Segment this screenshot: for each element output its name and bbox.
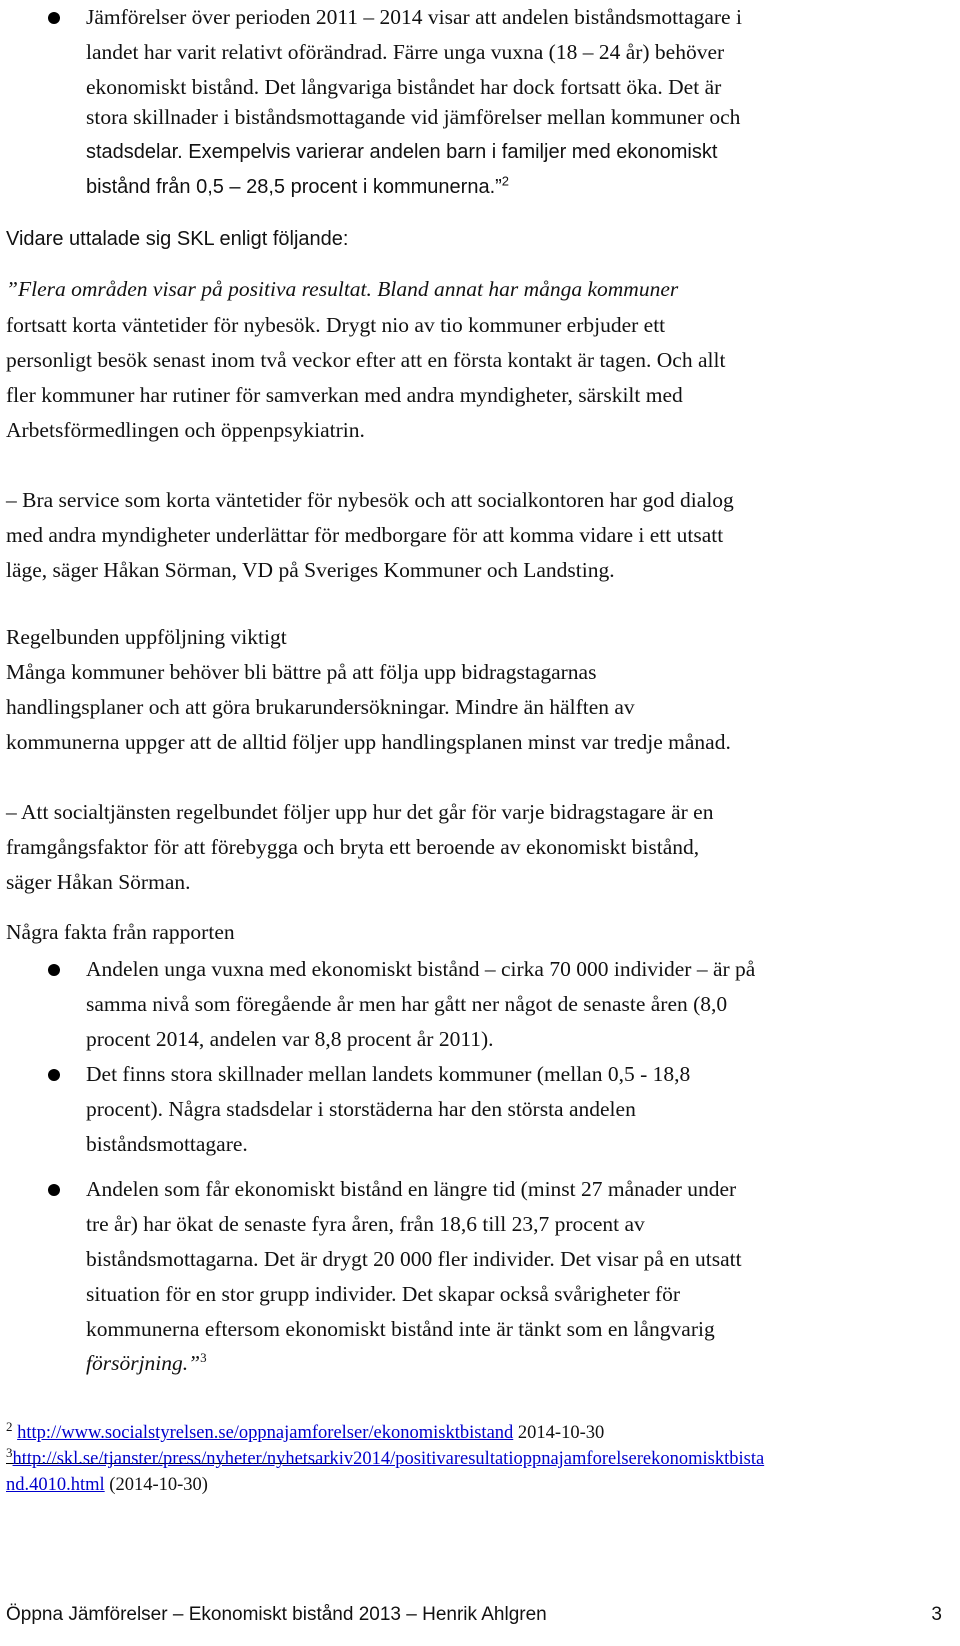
fact-3-bullet [48,1184,60,1196]
subheading: Regelbunden uppföljning viktigt [6,625,287,649]
fact-3-line-2: tre år) har ökat de senaste fyra åren, från 18,6 till 23,7 procent av [86,1212,645,1236]
footnote-ref-3[interactable]: 3 [200,1349,207,1365]
footnote-2-number: 2 [6,1418,13,1434]
footnote-2-date: 2014-10-30 [513,1423,605,1443]
footnote-2-link[interactable]: http://www.socialstyrelsen.se/oppnajamforelser/ekonomisktbistand [17,1423,514,1443]
footnote-3-link-part-2[interactable]: nd.4010.html [6,1475,105,1495]
fact-1-line-1: Andelen unga vuxna med ekonomiskt bistånd – cirka 70 000 individer – är på [86,957,756,981]
fact-1-line-3: procent 2014, andelen var 8,8 procent år 2011). [86,1027,494,1051]
footer-text: Öppna Jämförelser – Ekonomiskt bistånd 2013 – Henrik Ahlgren [6,1604,547,1625]
followup-line-2: handlingsplaner och att göra brukarundersökningar. Mindre än hälften av [6,695,635,719]
fact-2-line-2: procent). Några stadsdelar i storstäderna har den största andelen [86,1097,636,1121]
footnote-2 [6,1420,946,1446]
service-line-3: läge, säger Håkan Sörman, VD på Sveriges Kommuner och Landsting. [6,558,615,582]
page-footer [6,1600,942,1630]
top-bullet-line-6-text: bistånd från 0,5 – 28,5 procent i kommunerna.” [86,176,502,198]
service-line-2: med andra myndigheter underlättar för medborgare för att komma vidare i ett utsatt [6,523,724,547]
footnote-3 [6,1446,946,1472]
fact-3-line-4: situation för en stor grupp individer. Det skapar också svårigheter för [86,1282,681,1306]
fact-3-line-6 [86,1346,946,1382]
quote-line-5: Arbetsförmedlingen och öppenpsykiatrin. [6,418,365,442]
footnote-3-date: (2014-10-30) [104,1475,208,1495]
quote-line-4: fler kommuner har rutiner för samverkan med andra myndigheter, särskilt med [6,383,683,407]
top-bullet-line-5: stadsdelar. Exempelvis varierar andelen barn i familjer med ekonomiskt [86,141,718,163]
fact-1-bullet [48,964,60,976]
top-bullet-line-6 [86,170,946,206]
success-line-3: säger Håkan Sörman. [6,870,191,894]
fact-3-line-5: kommunerna eftersom ekonomiskt bistånd inte är tänkt som en långvarig [86,1317,715,1341]
fact-2-line-1: Det finns stora skillnader mellan landets kommuner (mellan 0,5 - 18,8 [86,1062,691,1086]
followup-line-3: kommunerna uppger att de alltid följer upp handlingsplanen minst var tredje månad. [6,730,731,754]
top-bullet-line-3: ekonomiskt bistånd. Det långvariga biståndet har dock fortsatt öka. Det är [86,75,722,99]
intro-line: Vidare uttalade sig SKL enligt följande: [6,228,349,250]
footnote-3-link-part-1[interactable]: http://skl.se/tjanster/press/nyheter/nyhetsarkiv2014/positivaresultatioppnajamforelserekonomisktbista [12,1449,765,1469]
followup-line-1: Många kommuner behöver bli bättre på att följa upp bidragstagarnas [6,660,597,684]
quote-line-3: personligt besök senast inom två veckor efter att en första kontakt är tagen. Och allt [6,348,726,372]
fact-2-line-3: biståndsmottagare. [86,1132,248,1156]
success-line-1: – Att socialtjänsten regelbundet följer upp hur det går för varje bidragstagare är en [6,800,714,824]
fact-2-bullet [48,1069,60,1081]
service-line-1: – Bra service som korta väntetider för nybesök och att socialkontoren har god dialog [6,488,734,512]
quote-line-1: ”Flera områden visar på positiva resultat. Bland annat har många kommuner [6,277,679,301]
fact-3-line-1: Andelen som får ekonomiskt bistånd en längre tid (minst 27 månader under [86,1177,737,1201]
footnote-ref-2[interactable]: 2 [501,173,510,189]
success-line-2: framgångsfaktor för att förebygga och bryta ett beroende av ekonomiskt bistånd, [6,835,700,859]
top-bullet-line-2: landet har varit relativt oförändrad. Färre unga vuxna (18 – 24 år) behöver [86,40,725,64]
fact-3-last-text: försörjning.” [86,1351,201,1375]
bullet-marker [48,12,60,24]
top-bullet-line-4: stora skillnader i biståndsmottagande vid jämförelser mellan kommuner och [86,105,741,129]
top-bullet-line-1: Jämförelser över perioden 2011 – 2014 visar att andelen biståndsmottagare i [86,5,742,29]
facts-heading: Några fakta från rapporten [6,920,235,944]
footnote-3-cont [6,1472,946,1498]
fact-1-line-2: samma nivå som föregående år men har gått ner något de senaste åren (8,0 [86,992,728,1016]
page-number: 3 [931,1604,942,1625]
footnote-3-number: 3 [6,1444,13,1460]
quote-line-2: fortsatt korta väntetider för nybesök. Drygt nio av tio kommuner erbjuder ett [6,313,666,337]
fact-3-line-3: biståndsmottagarna. Det är drygt 20 000 fler individer. Det visar på en utsatt [86,1247,742,1271]
